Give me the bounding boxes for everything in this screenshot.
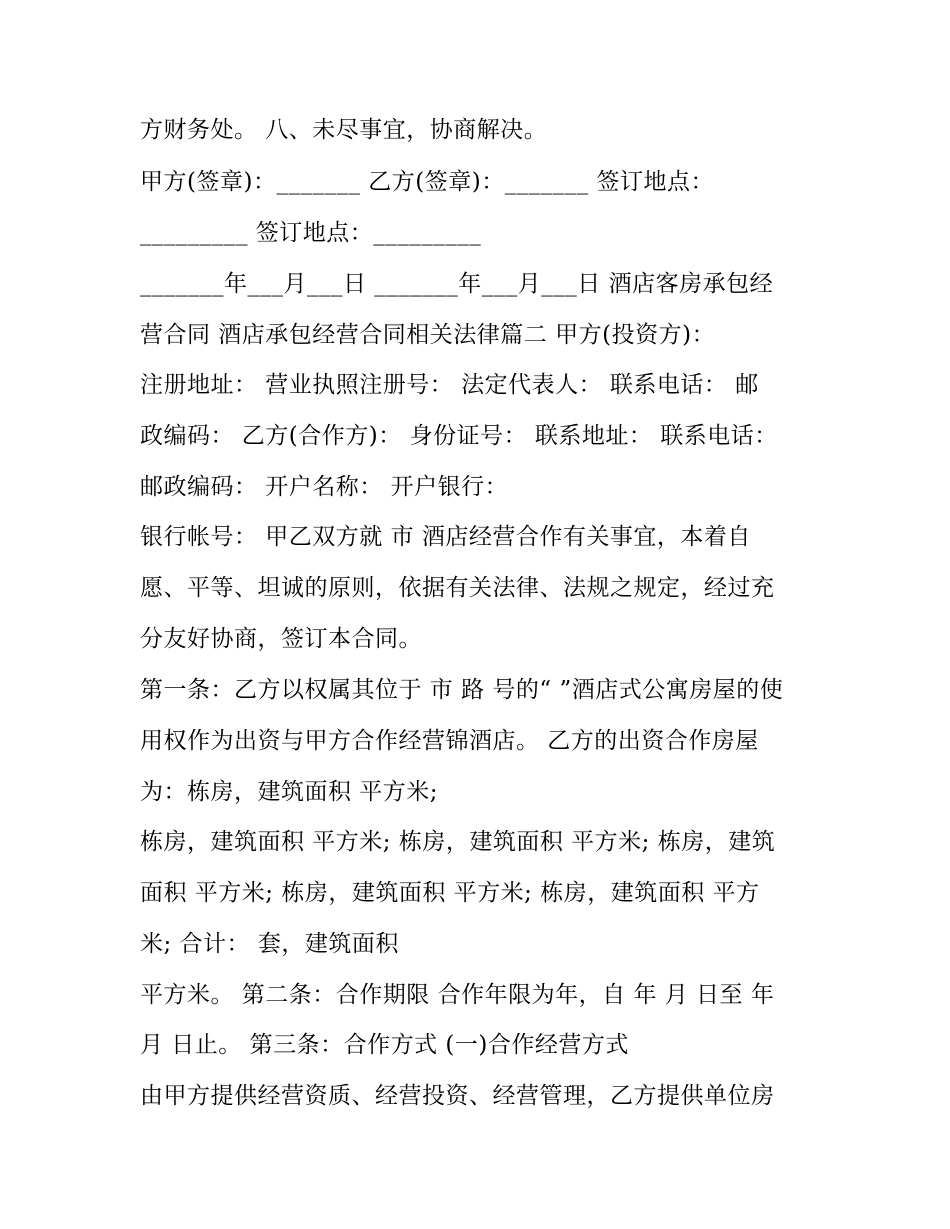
text-line: 用权作为出资与甲方合作经营锦酒店。 乙方的出资合作房屋 xyxy=(140,728,759,754)
text-line: 注册地址： 营业执照注册号： 法定代表人： 联系电话： 邮 xyxy=(140,372,759,398)
text-line: 为：栋房，建筑面积 平方米; xyxy=(140,779,439,805)
text-line: 邮政编码： 开户名称： 开户银行： xyxy=(140,474,509,500)
text-line: 政编码： 乙方(合作方)： 身份证号： 联系地址： 联系电话： xyxy=(140,423,778,449)
text-line: 方财务处。 八、未尽事宜，协商解决。 xyxy=(140,117,548,143)
text-line: 银行帐号： 甲乙双方就 市 酒店经营合作有关事宜，本着自 xyxy=(140,524,751,550)
text-line: 米; 合计： 套，建筑面积 xyxy=(140,931,399,957)
text-line: 甲方(签章)：_______ 乙方(签章)：_______ 签订地点： xyxy=(140,169,715,195)
text-line: 由甲方提供经营资质、经营投资、经营管理，乙方提供单位房 xyxy=(140,1083,775,1109)
text-line: 月 日止。 第三条：合作方式 (一)合作经营方式 xyxy=(140,1032,629,1058)
text-line: _______年___月___日 _______年___月___日 酒店客房承包经 xyxy=(140,271,774,297)
text-line: 营合同 酒店承包经营合同相关法律篇二 甲方(投资方)： xyxy=(140,322,716,348)
text-line: 面积 平方米; 栋房，建筑面积 平方米; 栋房，建筑面积 平方 xyxy=(140,880,760,906)
text-line: _________ 签订地点：_________ xyxy=(140,220,482,246)
text-line: 平方米。 第二条：合作期限 合作年限为年，自 年 月 日至 年 xyxy=(140,982,775,1008)
text-line: 栋房，建筑面积 平方米; 栋房，建筑面积 平方米; 栋房，建筑 xyxy=(140,829,776,855)
text-line: 第一条：乙方以权属其位于 市 路 号的“ ”酒店式公寓房屋的使 xyxy=(140,677,784,703)
text-line: 分友好协商，签订本合同。 xyxy=(140,626,422,652)
text-line: 愿、平等、坦诚的原则，依据有关法律、法规之规定，经过充 xyxy=(140,575,775,601)
